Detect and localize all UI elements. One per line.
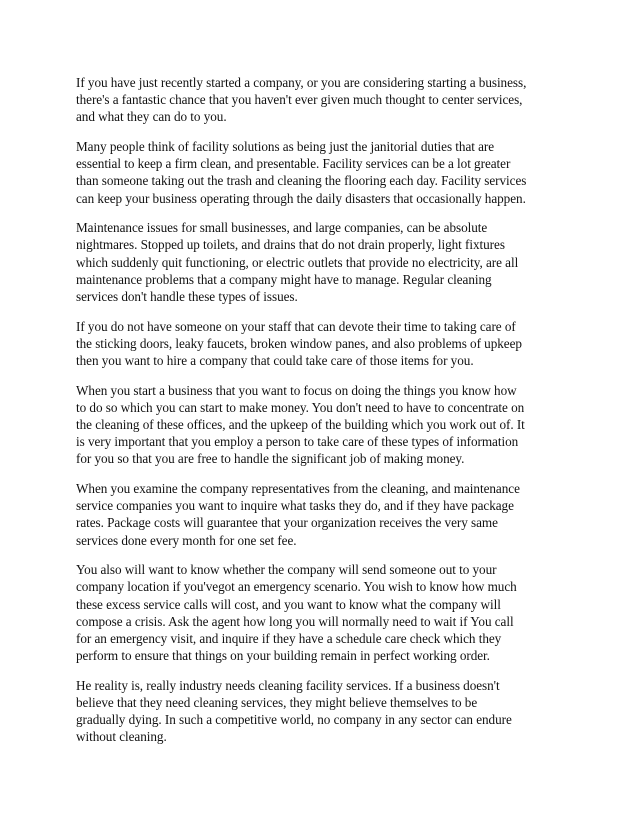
text-line: compose a crisis. Ask the agent how long you will normally need to wait if You call <box>76 613 514 629</box>
paragraph-3 <box>76 219 568 305</box>
text-line: gradually dying. In such a competitive world, no company in any sector can endure <box>76 712 512 728</box>
paragraph-4 <box>76 318 568 370</box>
text-line: there's a fantastic chance that you haven't ever given much thought to center services, <box>76 92 523 108</box>
text-line: services don't handle these types of issues. <box>76 289 298 305</box>
text-line: nightmares. Stopped up toilets, and drains that do not drain properly, light fixtures <box>76 237 505 253</box>
paragraph-7 <box>76 561 568 664</box>
text-line: without cleaning. <box>76 729 167 745</box>
text-line: rates. Package costs will guarantee that your organization receives the very same <box>76 515 498 531</box>
text-line: to do so which you can start to make money. You don't need to have to concentrate on <box>76 399 525 415</box>
text-line: If you have just recently started a company, or you are considering starting a business, <box>76 75 527 90</box>
text-line: services done every month for one set fee. <box>76 532 297 548</box>
text-line: When you start a business that you want to focus on doing the things you know how <box>76 382 517 398</box>
text-line: and what they can do to you. <box>76 109 227 125</box>
text-line: than someone taking out the trash and cleaning the flooring each day. Facility services <box>76 173 527 189</box>
text-line: the cleaning of these offices, and the upkeep of the building which you work out of. It <box>76 417 525 433</box>
text-line: for you so that you are free to handle the significant job of making money. <box>76 451 465 467</box>
paragraph-8 <box>76 677 568 746</box>
text-line: Many people think of facility solutions as being just the janitorial duties that are <box>76 139 495 154</box>
text-line: believe that they need cleaning services, they might believe themselves to be <box>76 695 478 711</box>
text-line: for an emergency visit, and inquire if they have a schedule care check which they <box>76 631 502 647</box>
paragraph-1 <box>76 74 568 126</box>
document-body <box>76 74 568 758</box>
paragraph-2 <box>76 138 568 207</box>
text-line: perform to ensure that things on your building remain in perfect working order. <box>76 648 490 664</box>
text-line: service companies you want to inquire what tasks they do, and if they have package <box>76 498 514 514</box>
text-line: maintenance problems that a company might have to manage. Regular cleaning <box>76 271 492 287</box>
text-line: which suddenly quit functioning, or electric outlets that provide no electricity, are all <box>76 254 519 270</box>
text-line: company location if you'vegot an emergency scenario. You wish to know how much <box>76 579 517 595</box>
text-line: He reality is, really industry needs cleaning facility services. If a business doesn't <box>76 677 500 693</box>
text-line: When you examine the company representatives from the cleaning, and maintenance <box>76 481 520 497</box>
text-line: these excess service calls will cost, and you want to know what the company will <box>76 596 501 612</box>
paragraph-5 <box>76 382 568 468</box>
text-line: can keep your business operating through the daily disasters that occasionally happen. <box>76 190 526 206</box>
text-line: If you do not have someone on your staff that can devote their time to taking care of <box>76 318 516 334</box>
text-line: then you want to hire a company that could take care of those items for you. <box>76 353 474 369</box>
text-line: You also will want to know whether the company will send someone out to your <box>76 562 497 578</box>
text-line: the sticking doors, leaky faucets, broken window panes, and also problems of upkeep <box>76 335 522 351</box>
paragraph-6 <box>76 480 568 549</box>
text-line: Maintenance issues for small businesses, and large companies, can be absolute <box>76 220 488 236</box>
text-line: essential to keep a firm clean, and presentable. Facility services can be a lot greater <box>76 156 511 172</box>
text-line: is very important that you employ a person to take care of these types of information <box>76 434 519 450</box>
